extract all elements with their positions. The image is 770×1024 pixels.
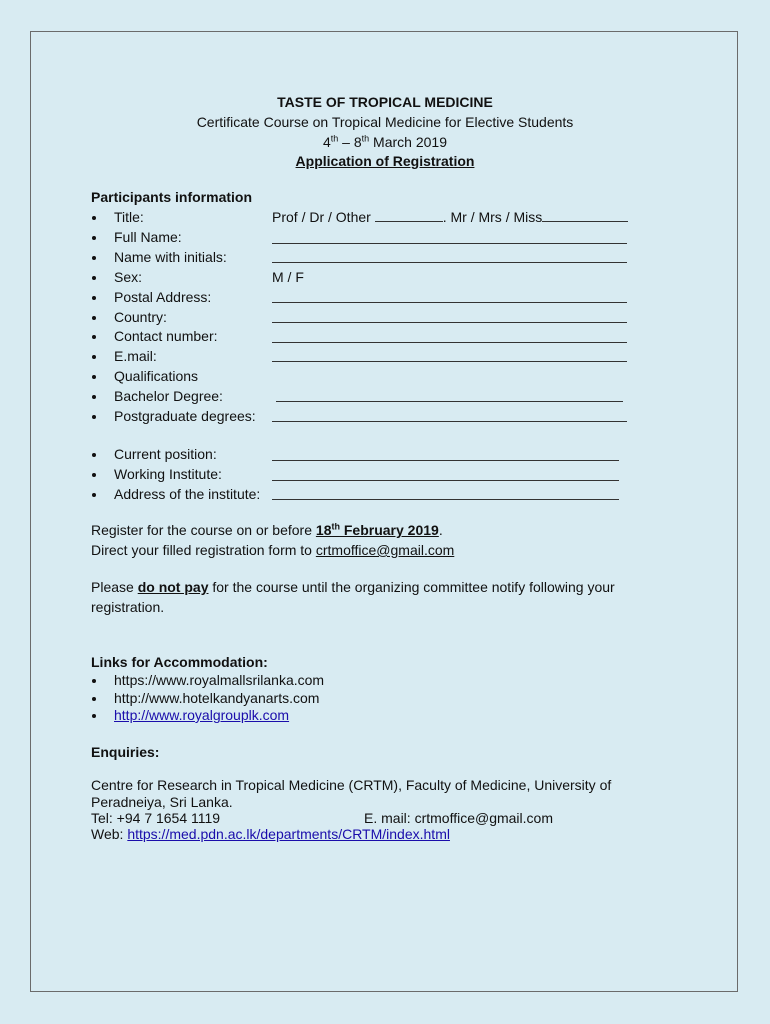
initials-field[interactable] bbox=[272, 262, 627, 263]
bachelor-degree-field[interactable] bbox=[276, 401, 623, 402]
full-name-field[interactable] bbox=[272, 243, 627, 244]
accommodation-heading: Links for Accommodation: bbox=[91, 654, 268, 670]
postgraduate-degrees-label: Postgraduate degrees: bbox=[114, 408, 256, 424]
register-deadline-line: Register for the course on or before 18th February 2019. bbox=[91, 521, 443, 538]
email-label: E.mail: bbox=[114, 348, 157, 364]
title-options: Prof / Dr / Other . Mr / Mrs / Miss bbox=[272, 209, 628, 226]
enquiries-telephone: Tel: +94 7 1654 1119 bbox=[91, 810, 221, 826]
payment-note-continued: registration. bbox=[91, 599, 165, 615]
accommodation-link[interactable]: http://www.royalgrouplk.com bbox=[114, 707, 290, 723]
postal-address-field[interactable] bbox=[272, 302, 627, 303]
title-other-blank[interactable] bbox=[375, 210, 443, 222]
full-name-label: Full Name: bbox=[114, 229, 182, 245]
form-title: Application of Registration bbox=[295, 153, 475, 169]
postgraduate-degrees-field[interactable] bbox=[272, 421, 627, 422]
payment-note: Please do not pay for the course until the organizing committee notify following your bbox=[91, 579, 615, 595]
postal-address-label: Postal Address: bbox=[114, 289, 212, 305]
institute-address-field[interactable] bbox=[272, 499, 619, 500]
title-miss-blank[interactable] bbox=[542, 210, 628, 222]
submit-instructions: Direct your filled registration form to crtmoffice@gmail.com bbox=[91, 542, 455, 558]
qualifications-label: Qualifications bbox=[114, 368, 199, 384]
current-position-field[interactable] bbox=[272, 460, 619, 461]
enquiries-address-line1: Centre for Research in Tropical Medicine (CRTM), Faculty of Medicine, University of bbox=[91, 777, 612, 793]
country-field[interactable] bbox=[272, 322, 627, 323]
enquiries-address-line2: Peradneiya, Sri Lanka. bbox=[91, 794, 233, 810]
participants-heading: Participants information bbox=[91, 189, 253, 205]
submit-email-link[interactable]: crtmoffice@gmail.com bbox=[315, 542, 455, 558]
email-field[interactable] bbox=[272, 361, 627, 362]
course-dates: 4th – 8th March 2019 bbox=[322, 133, 447, 150]
enquiries-website: Web: https://med.pdn.ac.lk/departments/CRTM/index.html bbox=[91, 826, 450, 842]
contact-number-label: Contact number: bbox=[114, 328, 218, 344]
current-position-label: Current position: bbox=[114, 446, 217, 462]
bachelor-degree-label: Bachelor Degree: bbox=[114, 388, 223, 404]
enquiries-email: E. mail: crtmoffice@gmail.com bbox=[364, 810, 553, 826]
accommodation-link[interactable]: http://www.hotelkandyanarts.com bbox=[114, 690, 320, 706]
institute-address-label: Address of the institute: bbox=[114, 486, 261, 502]
course-title: TASTE OF TROPICAL MEDICINE bbox=[277, 94, 493, 110]
course-subtitle: Certificate Course on Tropical Medicine for Elective Students bbox=[196, 114, 574, 130]
working-institute-field[interactable] bbox=[272, 480, 619, 481]
title-label: Title: bbox=[114, 209, 144, 225]
sex-options[interactable]: M / F bbox=[272, 269, 304, 285]
initials-label: Name with initials: bbox=[114, 249, 227, 265]
accommodation-link[interactable]: https://www.royalmallsrilanka.com bbox=[114, 672, 325, 688]
website-link[interactable]: https://med.pdn.ac.lk/departments/CRTM/index.html bbox=[127, 826, 450, 842]
document-page bbox=[30, 31, 738, 992]
working-institute-label: Working Institute: bbox=[114, 466, 222, 482]
country-label: Country: bbox=[114, 309, 167, 325]
enquiries-heading: Enquiries: bbox=[91, 744, 160, 760]
sex-label: Sex: bbox=[114, 269, 143, 285]
contact-number-field[interactable] bbox=[272, 342, 627, 343]
